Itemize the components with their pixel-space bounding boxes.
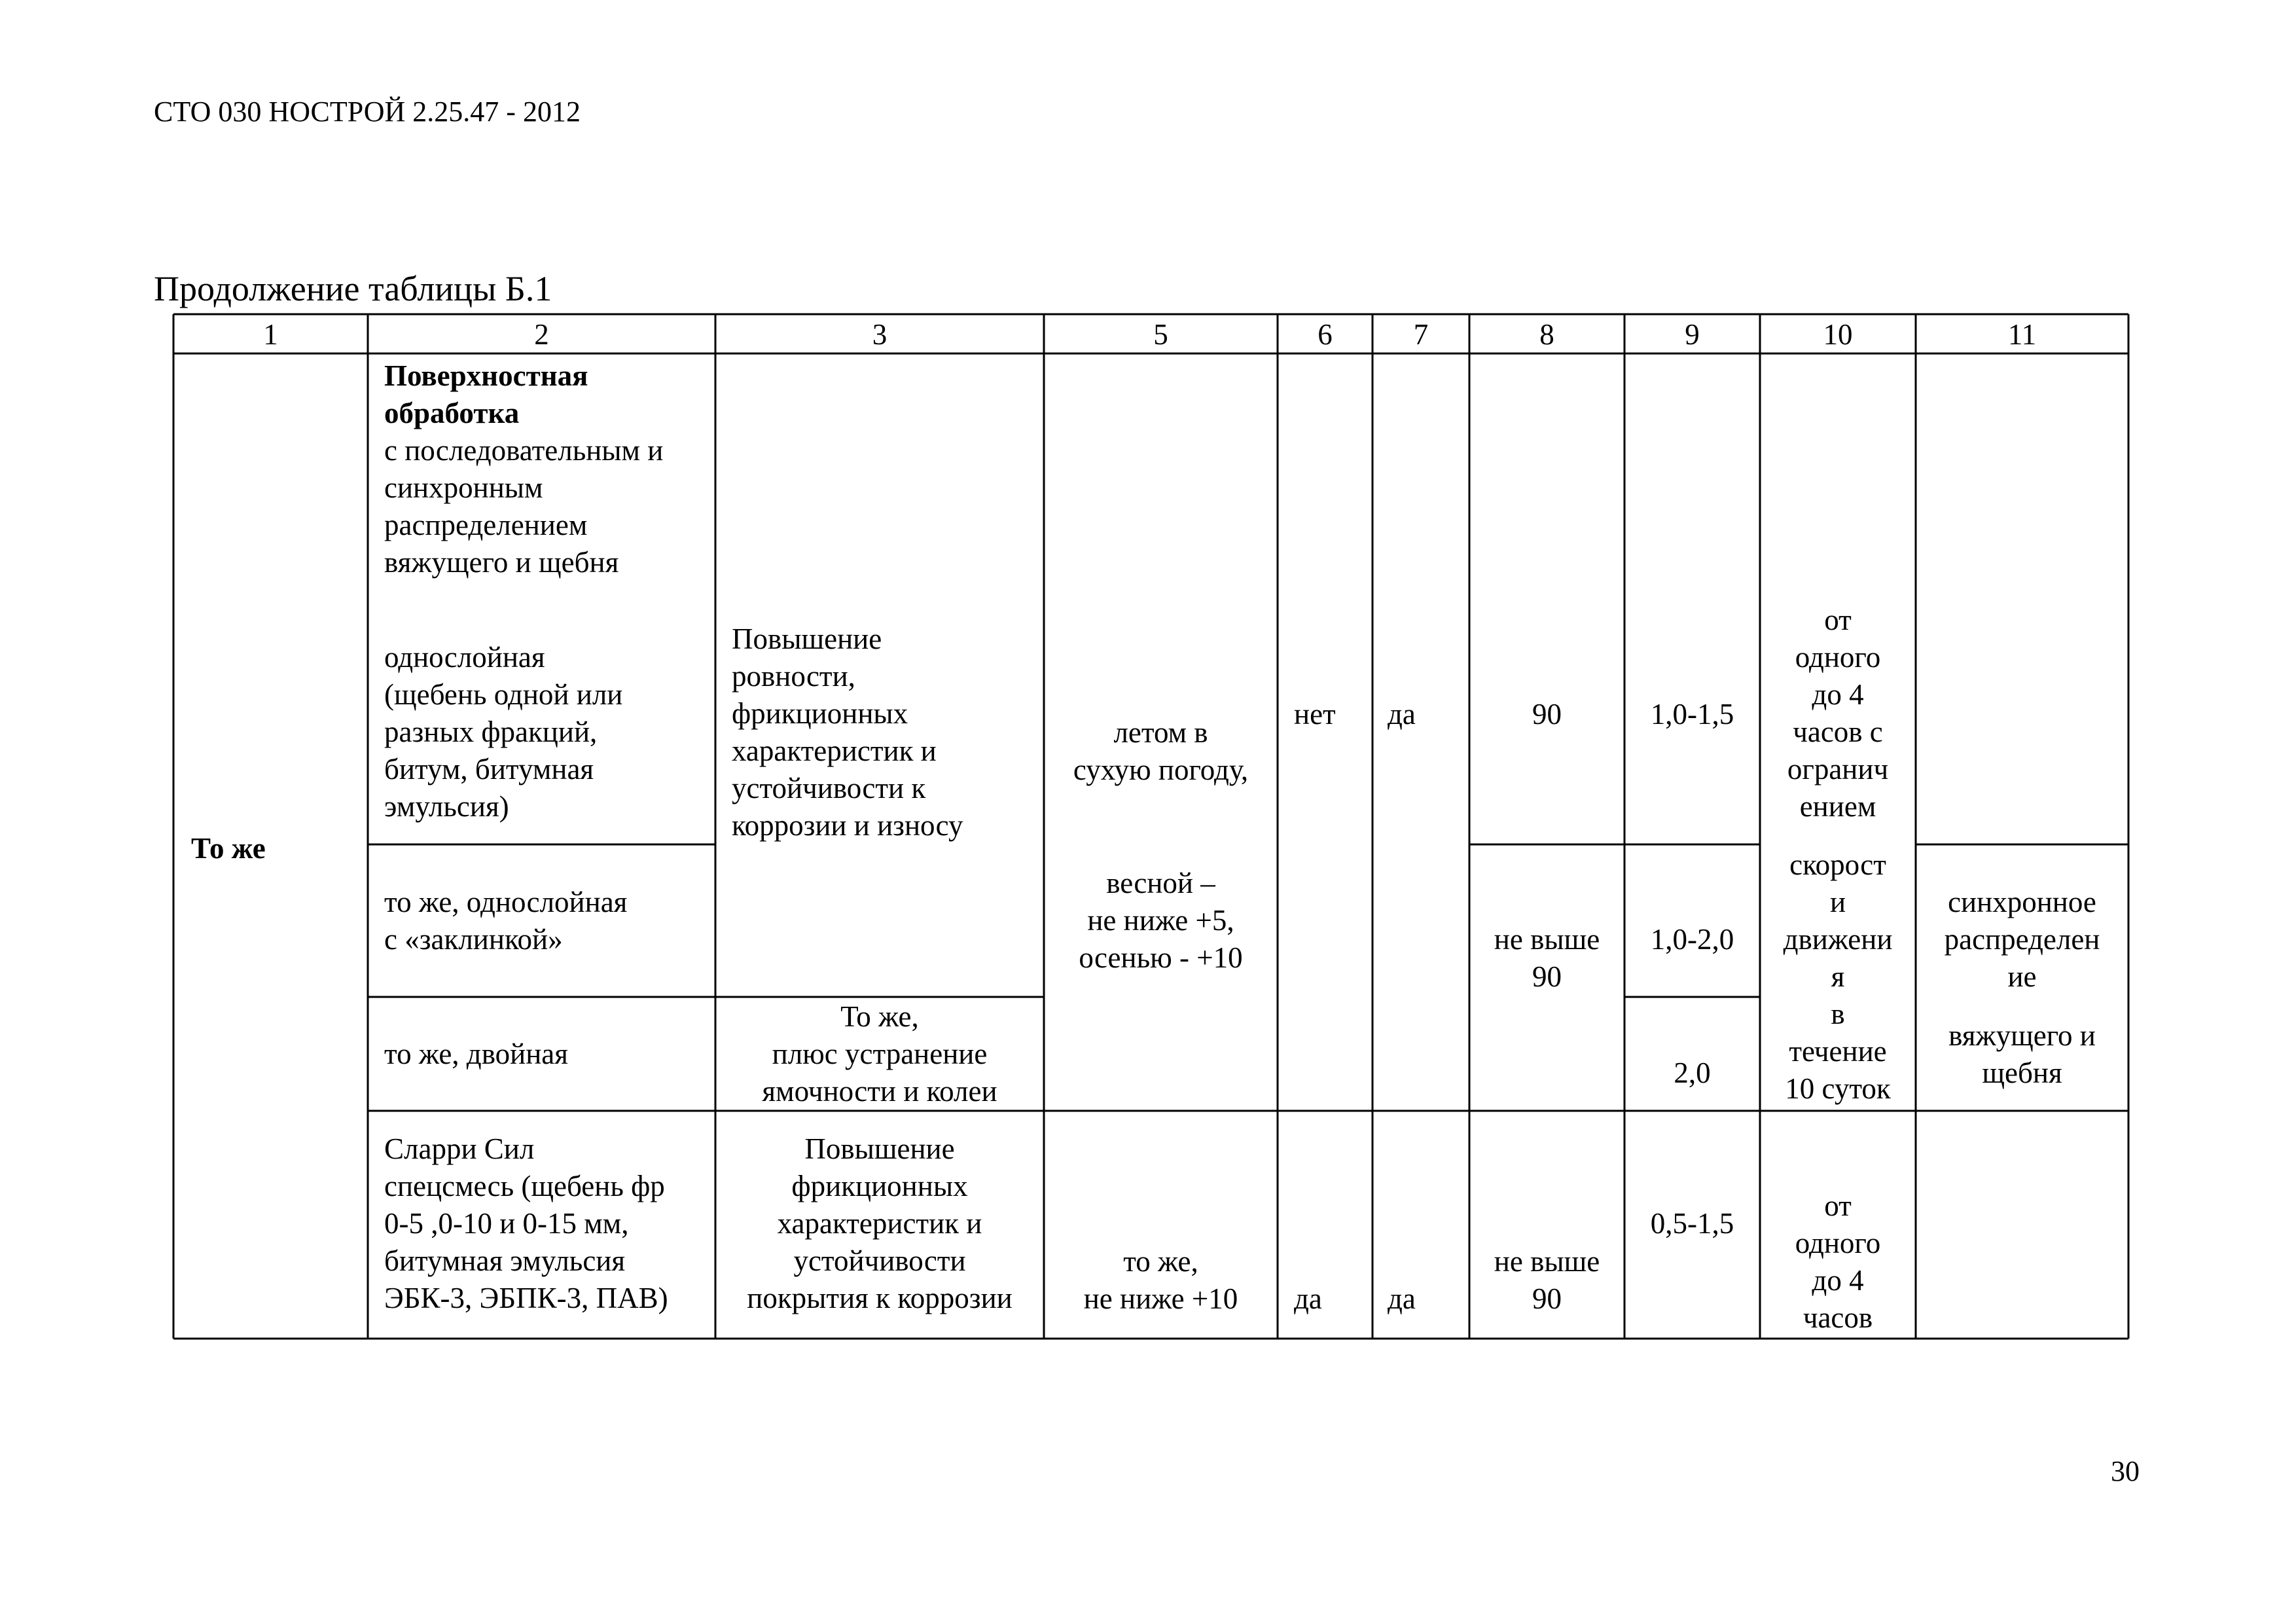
text-line: вяжущего и щебня — [384, 546, 619, 579]
text-line: с «заклинкой» — [384, 923, 563, 956]
text-line: до 4 — [1812, 678, 1864, 711]
text-line: (щебень одной или — [384, 678, 623, 711]
text-line: Повышение — [804, 1132, 955, 1165]
text-line: ямочности и колеи — [762, 1075, 997, 1108]
text-line: 0-5 ,0-10 и 0-15 мм, — [384, 1207, 629, 1240]
text-line: движени — [1783, 923, 1893, 956]
cell-r2-c2 — [384, 884, 711, 958]
col-header-2: 2 — [534, 318, 549, 351]
text-line: часов с — [1793, 715, 1883, 748]
surface-treatment-heading: Поверхностная обработка — [384, 359, 588, 429]
text-line: битумная эмульсия — [384, 1244, 626, 1277]
cell-r4-c6: да — [1294, 1282, 1322, 1315]
cell-r1-c10-top — [1760, 602, 1916, 825]
text-line: ЭБК-3, ЭБПК-3, ПАВ) — [384, 1282, 668, 1314]
table-caption: Продолжение таблицы Б.1 — [154, 269, 552, 308]
text-line: ие — [2007, 960, 2037, 993]
col-header-1: 1 — [263, 318, 278, 351]
text-line: Сларри Сил — [384, 1132, 535, 1165]
text-line: не ниже +5, — [1087, 904, 1234, 937]
text-line: от — [1824, 604, 1852, 636]
text-line: одного — [1795, 641, 1881, 674]
text-line: характеристик и — [732, 734, 937, 767]
cell-r4-c10 — [1760, 1187, 1916, 1337]
text-line: плюс устранение — [772, 1038, 988, 1070]
text-line: огранич — [1787, 753, 1889, 785]
cell-r2-c11-top — [1916, 884, 2128, 996]
cell-r3-c2: то же, двойная — [384, 1038, 568, 1070]
text-line: не выше — [1494, 923, 1600, 956]
text-line: коррозии и износу — [732, 809, 963, 842]
text-line: синхронное — [1948, 886, 2096, 918]
text-line: не выше — [1494, 1245, 1600, 1278]
col-header-11: 11 — [2007, 318, 2037, 351]
text-line: покрытия к коррозии — [747, 1282, 1013, 1314]
cell-r1-c9: 1,0-1,5 — [1650, 698, 1734, 731]
text-line: весной – — [1106, 867, 1215, 899]
col-header-8: 8 — [1539, 318, 1554, 351]
col-header-9: 9 — [1685, 318, 1700, 351]
cell-r1-c10-bottom — [1760, 846, 1916, 1108]
cell-r2-c9: 1,0-2,0 — [1650, 923, 1734, 956]
text-line: фрикционных — [732, 697, 908, 730]
cell-r1-c7: да — [1388, 698, 1416, 731]
text-line: осенью - +10 — [1079, 941, 1243, 974]
col-header-7: 7 — [1413, 318, 1429, 351]
text-line: ением — [1799, 790, 1876, 823]
text-line: и — [1829, 886, 1846, 918]
text-line: характеристик и — [777, 1207, 982, 1240]
text-line: течение — [1789, 1035, 1887, 1068]
text-line: эмульсия) — [384, 790, 509, 823]
text-line: устойчивости — [793, 1244, 966, 1277]
col-header-3: 3 — [872, 318, 888, 351]
page-number: 30 — [2111, 1455, 2140, 1487]
text-line: сухую погоду, — [1073, 753, 1249, 786]
cell-r3-c3 — [715, 998, 1044, 1110]
text-line: то же, однослойная — [384, 886, 628, 918]
text-line: распределен — [1944, 923, 2100, 956]
text-line: с последовательным и — [384, 434, 664, 467]
text-line: Повышение — [732, 623, 882, 655]
text-line: не ниже +10 — [1083, 1282, 1238, 1315]
cell-r1-c3 — [732, 621, 1039, 844]
text-line: фрикционных — [791, 1170, 968, 1202]
text-line: разных фракций, — [384, 715, 598, 748]
text-line: часов — [1803, 1301, 1873, 1334]
cell-r3-c9: 2,0 — [1674, 1056, 1711, 1089]
text-line: спецсмесь (щебень фр — [384, 1170, 665, 1202]
cell-r2-c8 — [1469, 921, 1624, 996]
text-line: щебня — [1982, 1056, 2062, 1089]
cell-r4-c7: да — [1388, 1282, 1416, 1315]
cell-r1-c5-bottom — [1044, 865, 1278, 977]
cell-r1-c2-type — [384, 639, 711, 825]
text-line: я — [1831, 960, 1845, 993]
cell-r1-c8: 90 — [1532, 698, 1562, 731]
text-line: синхронным — [384, 471, 543, 504]
text-line: ровности, — [732, 660, 855, 693]
text-line: То же, — [840, 1000, 919, 1033]
cell-r1-c2 — [384, 357, 711, 581]
cell-r4-c2 — [384, 1130, 711, 1317]
cell-r4-c9: 0,5-1,5 — [1650, 1207, 1734, 1240]
text-line: в — [1831, 998, 1845, 1030]
text-line: однослойная — [384, 641, 545, 674]
text-line: скорост — [1789, 848, 1886, 881]
cell-r4-c8 — [1469, 1243, 1624, 1318]
cell-r1-c5-top — [1044, 714, 1278, 789]
text-line: битум, битумная — [384, 753, 594, 785]
cell-r2-c11-bottom — [1916, 1017, 2128, 1092]
col-header-6: 6 — [1318, 318, 1333, 351]
text-line: 10 суток — [1785, 1072, 1891, 1105]
cell-same-as-above: То же — [191, 832, 266, 865]
col-header-10: 10 — [1823, 318, 1853, 351]
text-line: летом в — [1113, 716, 1208, 749]
text-line: одного — [1795, 1227, 1881, 1259]
cell-r1-c6: нет — [1294, 698, 1336, 731]
cell-r4-c3 — [715, 1130, 1044, 1317]
cell-r4-c5 — [1044, 1243, 1278, 1318]
col-header-5: 5 — [1153, 318, 1168, 351]
text-line: 90 — [1532, 1282, 1562, 1315]
text-line: то же, — [1123, 1245, 1198, 1278]
text-line: от — [1824, 1189, 1852, 1222]
text-line: устойчивости к — [732, 772, 926, 804]
document-code: СТО 030 НОСТРОЙ 2.25.47 - 2012 — [154, 96, 581, 128]
text-line: до 4 — [1812, 1264, 1864, 1297]
text-line: распределением — [384, 509, 588, 541]
text-line: вяжущего и — [1948, 1019, 2096, 1052]
text-line: 90 — [1532, 960, 1562, 993]
